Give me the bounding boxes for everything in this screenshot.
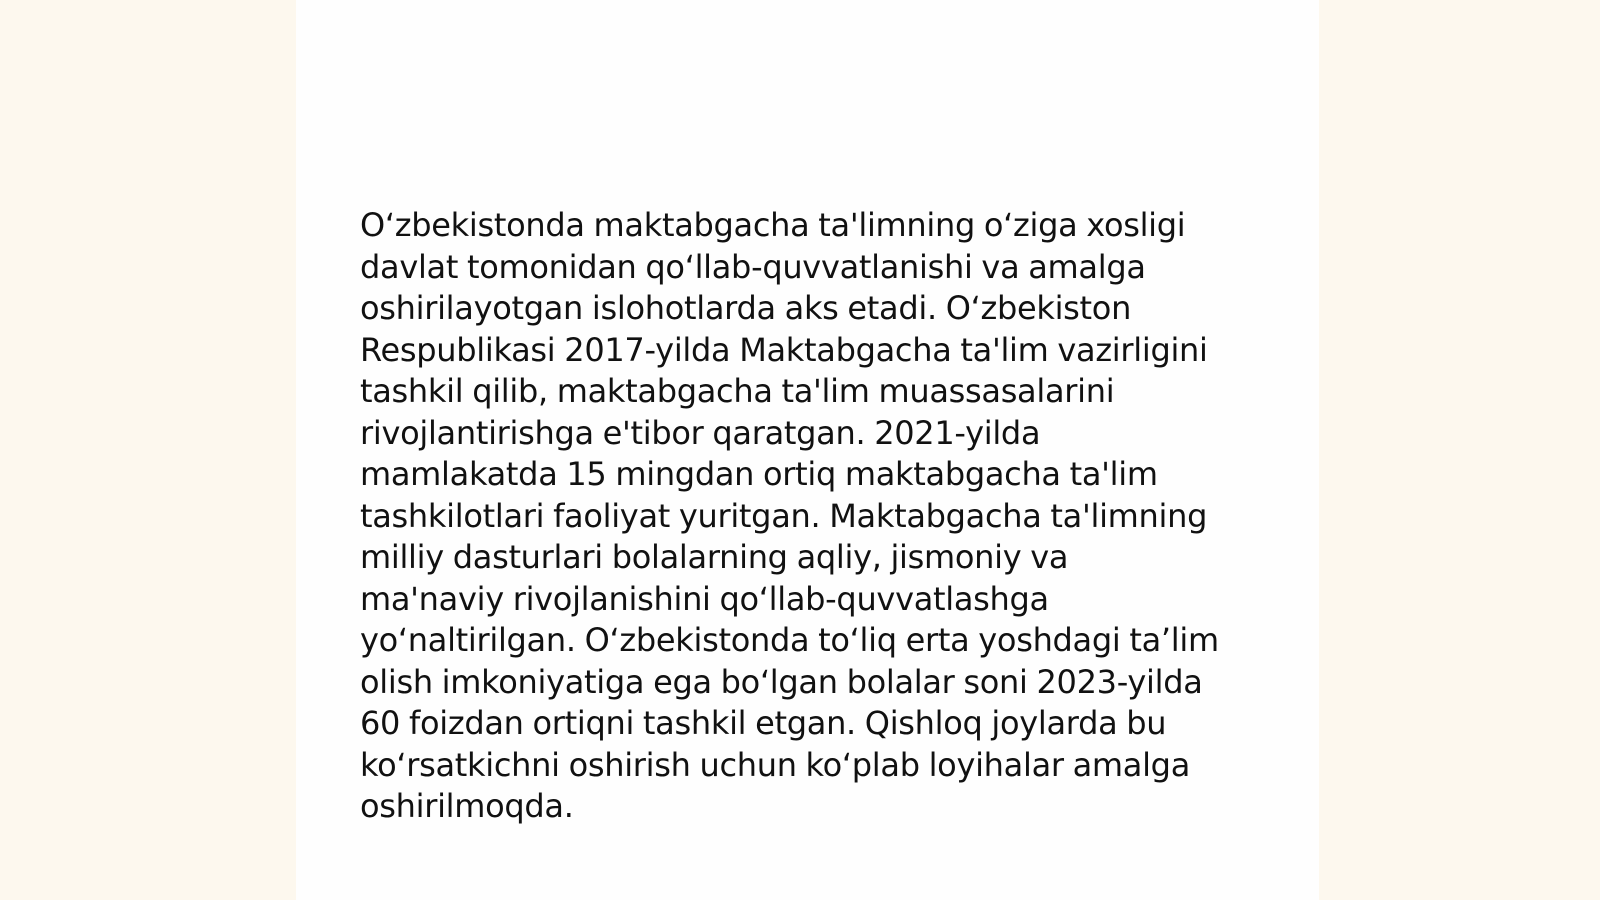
paragraph-line: oshirilayotgan islohotlarda aks etadi. O‘zbekiston [360,289,1132,327]
paragraph-line: Respublikasi 2017-yilda Maktabgacha ta'lim vazirligini [360,330,1208,369]
document-page [296,0,1319,900]
paragraph-line: olish imkoniyatiga ega bo‘lgan bolalar soni 2023-yilda [360,662,1203,701]
paragraph-line: tashkil qilib, maktabgacha ta'lim muassasalarini [360,372,1115,410]
paragraph-line: ma'naviy rivojlanishini qo‘llab-quvvatlashga [360,579,1049,618]
paragraph-line: tashkilotlari faoliyat yuritgan. Maktabgacha ta'limning [360,496,1208,535]
paragraph-line: rivojlantirishga e'tibor qaratgan. 2021-yilda [360,413,1041,452]
paragraph-line: 60 foizdan ortiqni tashkil etgan. Qishloq joylarda bu [360,704,1167,742]
paragraph-line: ko‘rsatkichni oshirish uchun ko‘plab loyihalar amalga [360,745,1191,784]
paragraph-line: yo‘naltirilgan. O‘zbekistonda to‘liq erta yoshdagi ta’lim [360,621,1219,659]
paragraph-line: milliy dasturlari bolalarning aqliy, jismoniy va [360,538,1069,576]
paragraph-line: mamlakatda 15 mingdan ortiq maktabgacha ta'lim [360,455,1158,493]
body-paragraph [360,205,1250,828]
paragraph-line: oshirilmoqda. [360,787,574,825]
paragraph-line: davlat tomonidan qo‘llab-quvvatlanishi va amalga [360,247,1146,286]
paragraph-line: O‘zbekistonda maktabgacha ta'limning o‘ziga xosligi [360,206,1186,244]
